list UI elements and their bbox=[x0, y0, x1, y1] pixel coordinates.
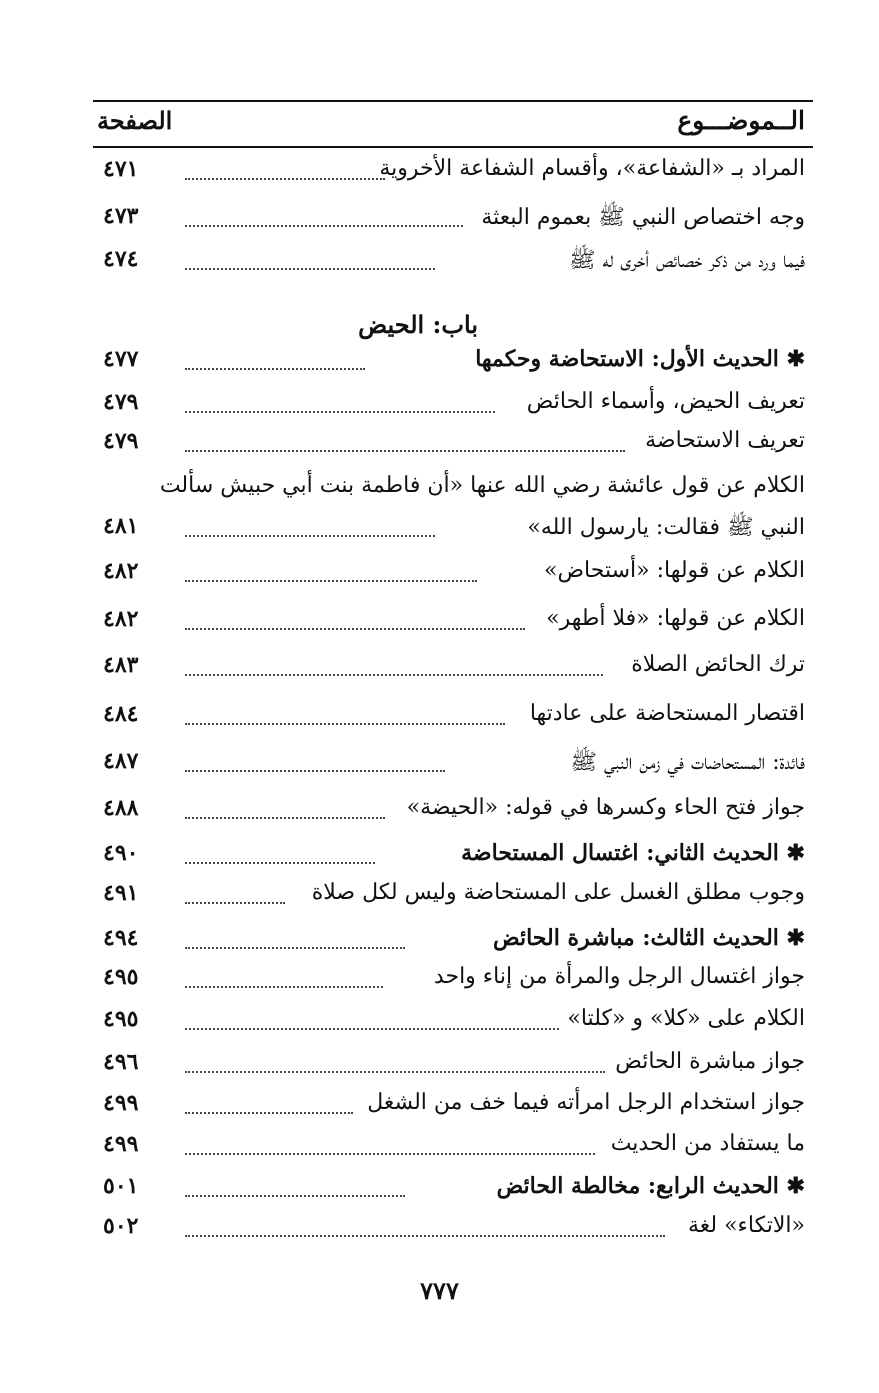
leader-dots bbox=[185, 1028, 559, 1030]
toc-entry bbox=[93, 428, 813, 462]
toc-entry bbox=[93, 203, 813, 237]
leader-dots bbox=[185, 628, 525, 630]
toc-entry bbox=[93, 389, 813, 423]
entry-page: ٤٩٤ bbox=[103, 925, 139, 951]
entry-title: «الاتكاء» لغة bbox=[687, 1213, 805, 1238]
entry-page: ٤٩٥ bbox=[103, 964, 139, 990]
leader-dots bbox=[185, 178, 385, 180]
leader-dots bbox=[185, 947, 405, 949]
entry-title: جواز استخدام الرجل امرأته فيما خف من الشغل bbox=[367, 1090, 805, 1115]
entry-title: ما يستفاد من الحديث bbox=[610, 1131, 805, 1156]
entry-title: ✱ الحديث الرابع: مخالطة الحائض bbox=[496, 1173, 805, 1199]
leader-dots bbox=[185, 1195, 405, 1197]
entry-title: ترك الحائض الصلاة bbox=[631, 652, 805, 677]
entry-page: ٤٧٩ bbox=[103, 389, 139, 415]
toc-entry bbox=[93, 880, 813, 914]
entry-page: ٤٩١ bbox=[103, 880, 139, 906]
toc-entry bbox=[93, 156, 813, 190]
toc-entry bbox=[93, 1173, 813, 1207]
entry-title: ✱ الحديث الثالث: مباشرة الحائض bbox=[493, 925, 805, 951]
leader-dots bbox=[185, 1153, 595, 1155]
subject-column-label: الــموضـــوع bbox=[677, 106, 805, 135]
toc-entry bbox=[93, 795, 813, 829]
toc-entry bbox=[93, 1090, 813, 1124]
entry-page: ٤٩٩ bbox=[103, 1131, 139, 1157]
entry-title: الكلام عن قول عائشة رضي الله عنها «أن فاطمة بنت أبي حبيش سألت bbox=[159, 473, 805, 498]
entry-page: ٤٨٨ bbox=[103, 795, 139, 821]
entry-page: ٤٩٦ bbox=[103, 1049, 139, 1075]
toc-entry bbox=[93, 1049, 813, 1083]
entry-page: ٤٧٣ bbox=[103, 203, 139, 229]
entry-title: جواز اغتسال الرجل والمرأة من إناء واحد bbox=[433, 964, 805, 989]
toc-entry bbox=[93, 748, 813, 782]
leader-dots bbox=[185, 368, 365, 370]
entry-title: المراد بـ «الشفاعة»، وأقسام الشفاعة الأخروية bbox=[379, 156, 805, 181]
page-column-label: الصفحة bbox=[97, 106, 173, 135]
leader-dots bbox=[185, 986, 383, 988]
entry-title: ✱ الحديث الأول: الاستحاضة وحكمها bbox=[475, 346, 805, 372]
entry-title: تعريف الحيض، وأسماء الحائض bbox=[526, 389, 805, 414]
entry-title-continued: النبي ﷺ فقالت: يارسول الله» bbox=[527, 515, 805, 540]
leader-dots bbox=[185, 723, 505, 725]
entry-page: ٤٧٤ bbox=[103, 246, 139, 272]
entry-title: وجه اختصاص النبي ﷺ بعموم البعثة bbox=[481, 205, 805, 230]
leader-dots bbox=[185, 535, 435, 537]
toc-entry bbox=[93, 1006, 813, 1040]
entry-page: ٤٩٩ bbox=[103, 1090, 139, 1116]
toc-entry bbox=[93, 964, 813, 998]
entry-title: الكلام عن قولها: «فلا أطهر» bbox=[546, 606, 805, 631]
chapter-title: باب: الحيض bbox=[358, 310, 478, 339]
entry-title: تعريف الاستحاضة bbox=[645, 428, 805, 453]
toc-entry bbox=[93, 701, 813, 735]
leader-dots bbox=[185, 580, 477, 582]
entry-page: ٤٩٥ bbox=[103, 1006, 139, 1032]
entry-page: ٤٨٢ bbox=[103, 606, 139, 632]
toc-header bbox=[93, 100, 813, 148]
entry-title: ✱ الحديث الثاني: اغتسال المستحاضة bbox=[461, 840, 805, 866]
entry-title: الكلام على «كلا» و «كلتا» bbox=[567, 1006, 805, 1031]
leader-dots bbox=[185, 674, 603, 676]
entry-page: ٥٠١ bbox=[103, 1173, 139, 1199]
entry-page: ٤٧٧ bbox=[103, 346, 139, 372]
entry-page: ٤٨٧ bbox=[103, 748, 139, 774]
toc-entry bbox=[93, 606, 813, 640]
leader-dots bbox=[185, 1071, 605, 1073]
toc-entry bbox=[93, 558, 813, 592]
page-number: ٧٧٧ bbox=[420, 1276, 459, 1305]
leader-dots bbox=[185, 225, 463, 227]
entry-title: جواز فتح الحاء وكسرها في قوله: «الحيضة» bbox=[406, 795, 805, 820]
entry-page: ٤٨٣ bbox=[103, 652, 139, 678]
entry-page: ٤٨٢ bbox=[103, 558, 139, 584]
leader-dots bbox=[185, 902, 285, 904]
leader-dots bbox=[185, 862, 375, 864]
entry-title: جواز مباشرة الحائض bbox=[615, 1049, 805, 1074]
toc-entry bbox=[93, 652, 813, 686]
leader-dots bbox=[185, 1112, 353, 1114]
leader-dots bbox=[185, 268, 435, 270]
toc-entry bbox=[93, 1131, 813, 1165]
toc-entry bbox=[93, 246, 813, 280]
entry-title: الكلام عن قولها: «أستحاض» bbox=[543, 558, 805, 583]
toc-entry bbox=[93, 346, 813, 380]
entry-page: ٤٩٠ bbox=[103, 840, 139, 866]
toc-entry bbox=[93, 1213, 813, 1247]
leader-dots bbox=[185, 411, 495, 413]
entry-title: وجوب مطلق الغسل على المستحاضة وليس لكل صلاة bbox=[311, 880, 805, 905]
entry-title: فائدة: المستحاضات في زمن النبي ﷺ bbox=[570, 750, 805, 775]
toc-entry-multiline bbox=[93, 473, 813, 553]
leader-dots bbox=[185, 450, 625, 452]
entry-page: ٤٨٤ bbox=[103, 701, 139, 727]
entry-title: فيما ورد من ذكر خصائص أخرى له ﷺ bbox=[569, 248, 805, 273]
leader-dots bbox=[185, 817, 385, 819]
entry-page: ٤٨١ bbox=[103, 513, 139, 539]
entry-page: ٤٧١ bbox=[103, 156, 139, 182]
toc-entry bbox=[93, 840, 813, 874]
entry-title: اقتصار المستحاضة على عادتها bbox=[529, 701, 805, 726]
entry-page: ٤٧٩ bbox=[103, 428, 139, 454]
entry-page: ٥٠٢ bbox=[103, 1213, 139, 1239]
leader-dots bbox=[185, 770, 445, 772]
leader-dots bbox=[185, 1235, 665, 1237]
toc-entry bbox=[93, 925, 813, 959]
